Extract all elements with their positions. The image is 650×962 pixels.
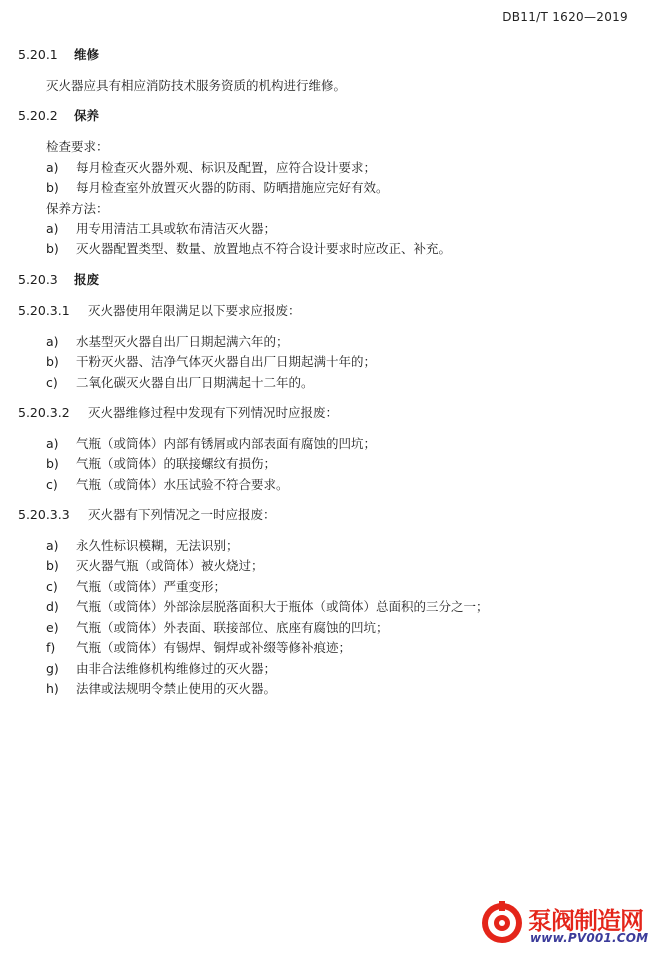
list-item-text: 灭火器气瓶（或筒体）被火烧过； (76, 558, 264, 573)
list-label-text: 保养方法： (46, 201, 109, 216)
list-marker: b) (46, 456, 59, 471)
list-marker: c) (46, 477, 58, 492)
paragraph-text: 灭火器应具有相应消防技术服务资质的机构进行维修。 (46, 78, 347, 93)
list-item-text: 水基型灭火器自出厂日期起满六年的； (76, 334, 289, 349)
list-marker: b) (46, 558, 59, 573)
list-marker: d) (46, 599, 59, 614)
document-code: DB11/T 1620—2019 (502, 10, 628, 24)
section-number: 5.20.3 (18, 272, 58, 287)
subsection-text: 灭火器有下列情况之一时应报废： (88, 507, 276, 522)
list-item-text: 气瓶（或筒体）严重变形； (76, 579, 227, 594)
list-item-text: 气瓶（或筒体）有锡焊、铜焊或补缀等修补痕迹； (76, 640, 352, 655)
list-marker: f) (46, 640, 56, 655)
list-marker: a) (46, 221, 59, 236)
list-item-text: 气瓶（或筒体）的联接螺纹有损伤； (76, 456, 277, 471)
list-marker: a) (46, 160, 59, 175)
list-item-text: 气瓶（或筒体）内部有锈屑或内部表面有腐蚀的凹坑； (76, 436, 377, 451)
valve-logo-icon (478, 897, 530, 949)
subsection-text: 灭火器维修过程中发现有下列情况时应报废： (88, 405, 339, 420)
list-item-text: 干粉灭火器、洁净气体灭火器自出厂日期起满十年的； (76, 354, 377, 369)
list-marker: e) (46, 620, 59, 635)
list-item-text: 灭火器配置类型、数量、放置地点不符合设计要求时应改正、补充。 (76, 241, 452, 256)
section-title: 报废 (74, 272, 100, 287)
section-title: 维修 (74, 47, 100, 62)
list-item-text: 法律或法规明令禁止使用的灭火器。 (76, 681, 277, 696)
list-marker: c) (46, 375, 58, 390)
list-item-text: 用专用清洁工具或软布清洁灭火器； (76, 221, 277, 236)
section-number: 5.20.1 (18, 47, 58, 62)
list-item-text: 气瓶（或筒体）外部涂层脱落面积大于瓶体（或筒体）总面积的三分之一； (76, 599, 489, 614)
list-marker: c) (46, 579, 58, 594)
site-watermark (478, 897, 649, 955)
list-marker: g) (46, 661, 59, 676)
watermark-title: 泵阀制造网 (528, 907, 643, 935)
list-marker: b) (46, 354, 59, 369)
list-marker: a) (46, 436, 59, 451)
list-marker: h) (46, 681, 59, 696)
watermark-url: www.PV001.COM (530, 931, 649, 945)
subsection-number: 5.20.3.1 (18, 303, 70, 318)
section-title: 保养 (74, 108, 100, 123)
list-marker: a) (46, 334, 59, 349)
list-marker: b) (46, 180, 59, 195)
subsection-number: 5.20.3.2 (18, 405, 70, 420)
section-number: 5.20.2 (18, 108, 58, 123)
list-marker: a) (46, 538, 59, 553)
list-item-text: 气瓶（或筒体）外表面、联接部位、底座有腐蚀的凹坑； (76, 620, 389, 635)
list-item-text: 二氧化碳灭火器自出厂日期满起十二年的。 (76, 375, 314, 390)
list-marker: b) (46, 241, 59, 256)
subsection-text: 灭火器使用年限满足以下要求应报废： (88, 303, 301, 318)
list-item-text: 每月检查灭火器外观、标识及配置，应符合设计要求； (76, 160, 377, 175)
list-item-text: 由非合法维修机构维修过的灭火器； (76, 661, 277, 676)
subsection-number: 5.20.3.3 (18, 507, 70, 522)
list-item-text: 气瓶（或筒体）水压试验不符合要求。 (76, 477, 289, 492)
list-label-text: 检查要求： (46, 139, 109, 154)
list-item-text: 永久性标识模糊，无法识别； (76, 538, 239, 553)
list-item-text: 每月检查室外放置灭火器的防雨、防晒措施应完好有效。 (76, 180, 389, 195)
